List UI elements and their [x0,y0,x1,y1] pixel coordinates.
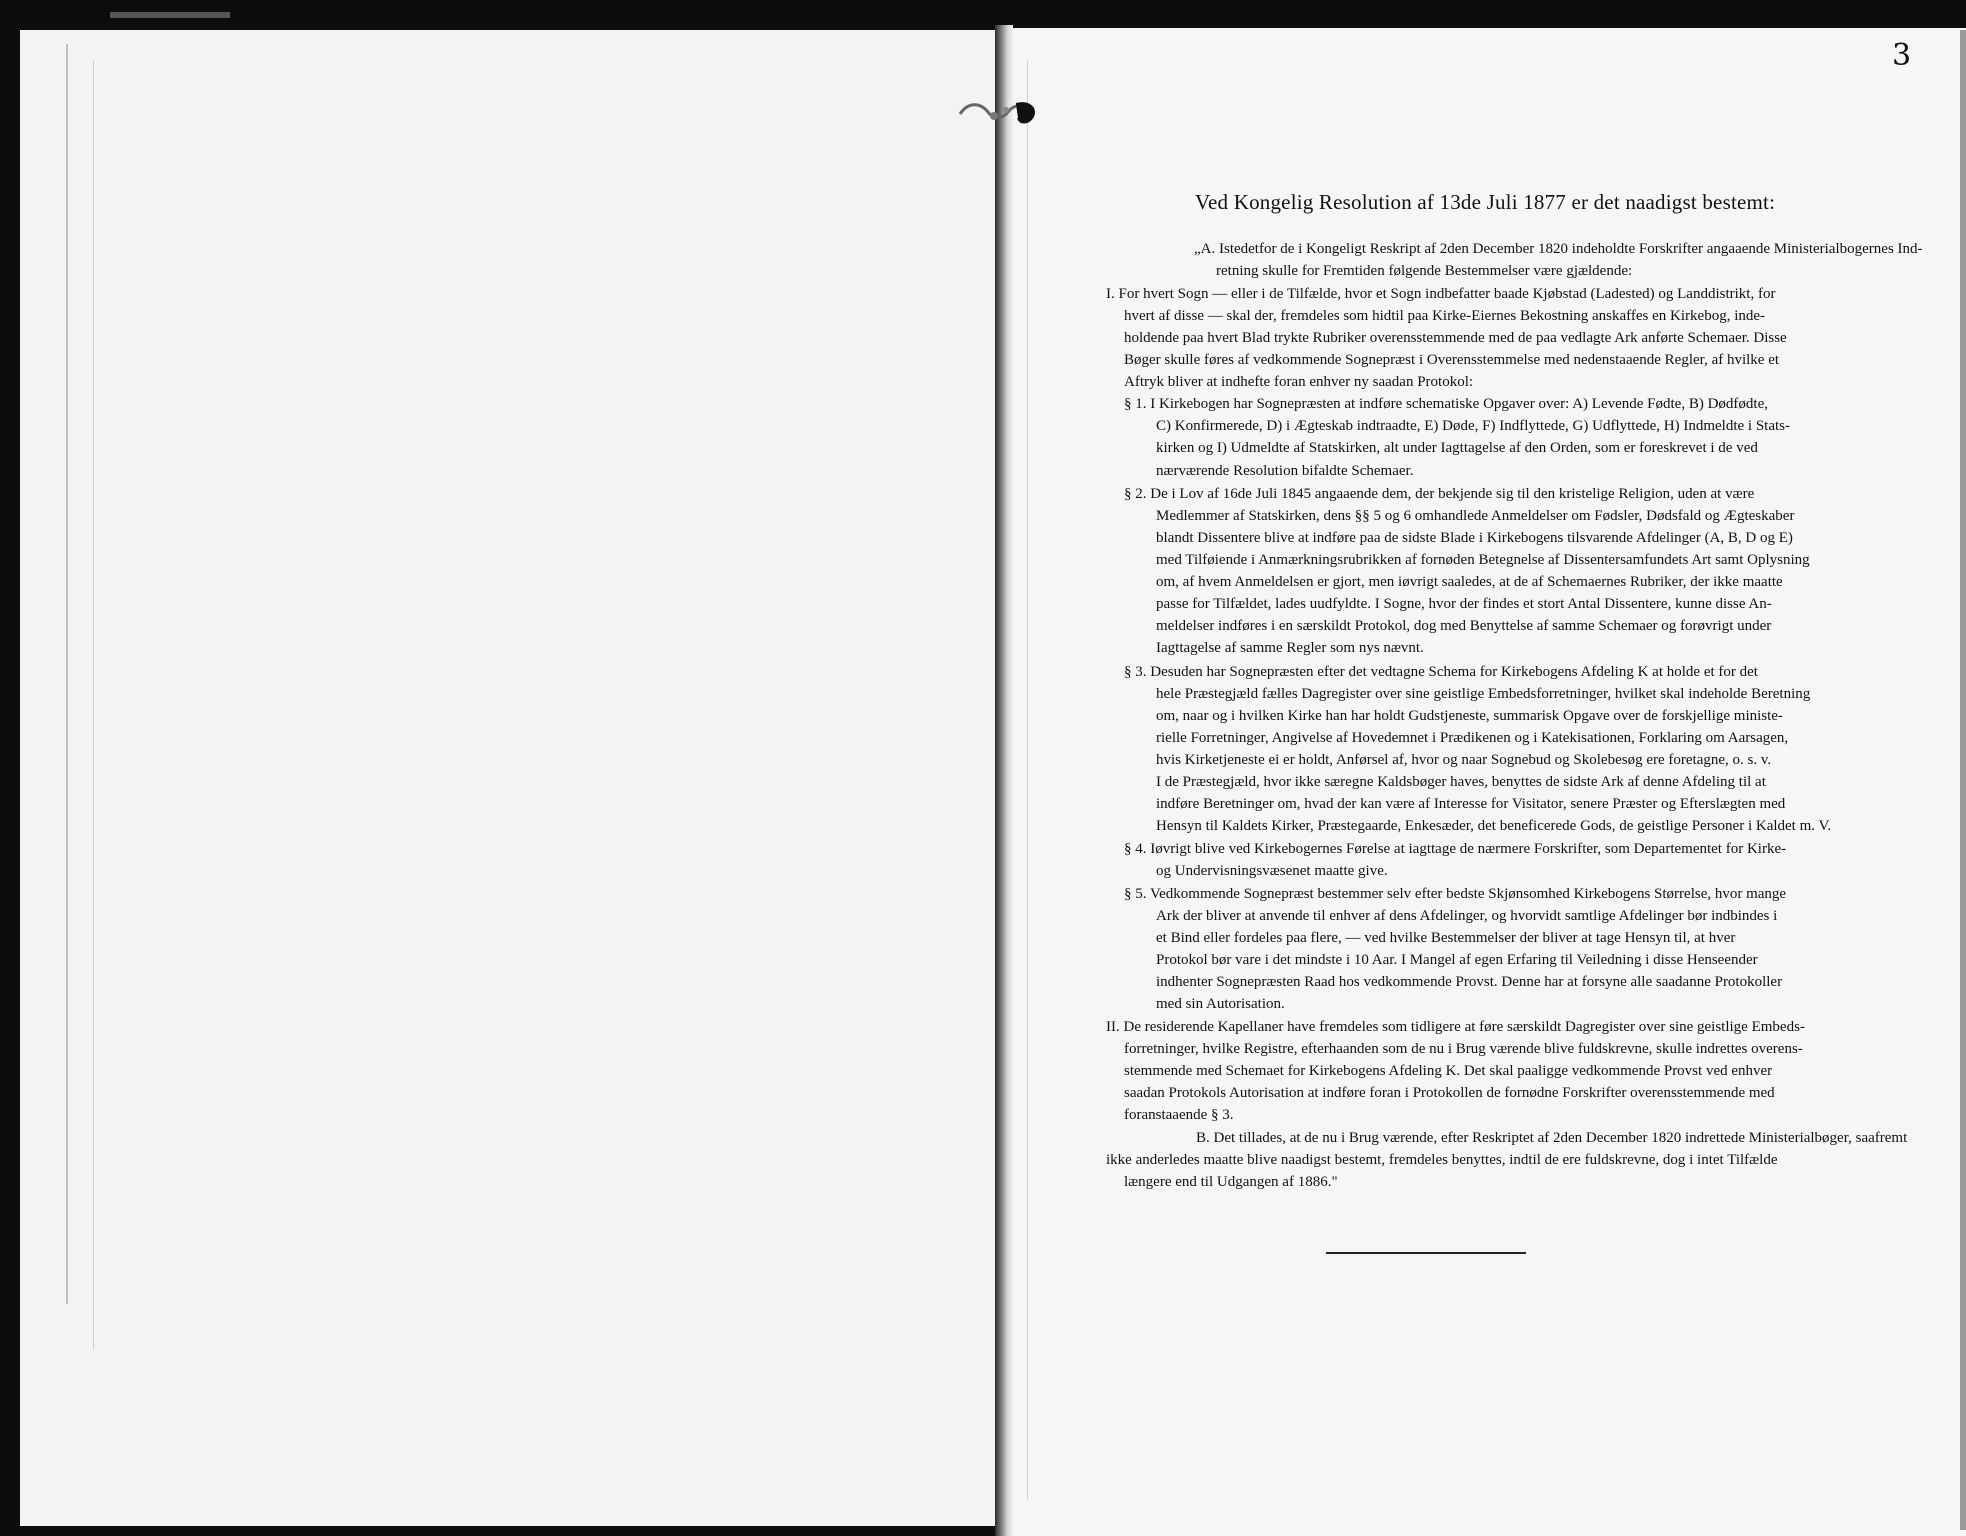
text-line: C) Konfirmerede, D) i Ægteskab indtraadte, E) Døde, F) Indflyttede, G) Udflyttede, H) Indmeldte i Stats- [1156,418,1790,434]
text-line: blandt Dissentere blive at indføre paa de sidste Blade i Kirkebogens tilsvarende Afdelinger (A, B, D og E) [1156,530,1793,546]
text-line: II. De residerende Kapellaner have fremdeles som tidligere at føre særskildt Dagregister over sine geistlige Embeds- [1106,1019,1805,1035]
right-page-edge [1960,30,1966,1530]
text-line: indhenter Sognepræsten Raad hos vedkommende Provst. Denne har at forsyne alle saadanne Protokoller [1156,974,1783,990]
text-line: Hensyn til Kaldets Kirker, Præstegaarde, Enkesæder, det beneficerede Gods, de geistlige Personer i Kaldet m. V. [1156,818,1832,834]
text-line: med sin Autorisation. [1156,996,1285,1012]
ornament-icon [958,98,1038,128]
text-line: Bøger skulle føres af vedkommende Sognepræst i Overensstemmelse med nedenstaaende Regler, af hvilke et [1124,352,1780,368]
text-line: passe for Tilfældet, lades uudfyldte. I Sogne, hvor der findes et stort Antal Dissentere, kunne disse An- [1156,596,1772,612]
left-page-edge [66,44,68,1304]
text-line: ikke anderledes maatte blive naadigst bestemt, fremdeles benyttes, indtil de ere fuldskrevne, dog i intet Tilfælde [1106,1152,1778,1168]
text-line: foranstaaende § 3. [1124,1107,1234,1123]
text-line: et Bind eller fordeles paa flere, — ved hvilke Bestemmelser der bliver at tage Hensyn til, at hver [1156,930,1736,946]
text-line: hvis Kirketjeneste ei er holdt, Anførsel af, hvor og naar Sognebud og Skolebesøg ere foretagne, o. s. v. [1156,752,1772,768]
text-line: § 1. I Kirkebogen har Sognepræsten at indføre schematiske Opgaver over: A) Levende Fødte, B) Dødfødte, [1124,396,1768,412]
text-line: nærværende Resolution bifaldte Schemaer. [1156,463,1414,479]
text-line: I. For hvert Sogn — eller i de Tilfælde, hvor et Sogn indbefatter baade Kjøbstad (Ladested) og Landdistrikt, for [1106,286,1776,302]
text-line: Protokol bør vare i det mindste i 10 Aar. I Mangel af egen Erfaring til Veiledning i disse Henseender [1156,952,1758,968]
text-line: om, af hvem Anmeldelsen er gjort, men iøvrigt saaledes, at de af Schemaernes Rubriker, der ikke maatte [1156,574,1783,590]
top-edge-mark [110,12,230,18]
left-page-margin-line [93,60,94,1350]
left-blank-page [20,30,1005,1526]
right-page-margin-line [1027,60,1028,1500]
book-gutter [995,25,1013,1536]
text-line: om, naar og i hvilken Kirke han har holdt Gudstjeneste, summarisk Opgave over de forskjellige ministe- [1156,708,1783,724]
closing-rule [1326,1252,1526,1254]
text-line: længere end til Udgangen af 1886." [1124,1174,1338,1190]
text-line: saadan Protokols Autorisation at indføre foran i Protokollen de fornødne Forskrifter overensstemmende med [1124,1085,1775,1101]
text-line: rielle Forretninger, Angivelse af Hovedemnet i Prædikenen og i Katekisationen, Forklaring om Aarsagen, [1156,730,1789,746]
page-title: Ved Kongelig Resolution af 13de Juli 1877 er det naadigst bestemt: [1195,190,1776,214]
page-number: 3 [1892,38,1912,73]
text-line: „A. Istedetfor de i Kongeligt Reskript af 2den December 1820 indeholdte Forskrifter angaaende Ministerialbogernes Ind- [1194,241,1923,257]
text-line: Aftryk bliver at indhefte foran enhver ny saadan Protokol: [1124,374,1474,390]
text-line: Medlemmer af Statskirken, dens §§ 5 og 6 omhandlede Anmeldelser om Fødsler, Dødsfald og Ægteskaber [1156,508,1795,524]
text-line: hele Præstegjæld fælles Dagregister over sine geistlige Embedsforretninger, hvilket skal indeholde Beretning [1156,686,1811,702]
text-line: med Tilføiende i Anmærkningsrubrikken af fornøden Betegnelse af Dissentersamfundets Art samt Oplysning [1156,552,1810,568]
text-line: indføre Beretninger om, hvad der kan være af Interesse for Visitator, senere Præster og Efterslægten med [1156,796,1786,812]
text-line: § 5. Vedkommende Sognepræst bestemmer selv efter bedste Skjønsomhed Kirkebogens Størrelse, hvor mange [1124,886,1787,902]
text-line: holdende paa hvert Blad trykte Rubriker overensstemmende med de paa vedlagte Ark anførte Schemaer. Disse [1124,330,1787,346]
text-line: § 4. Iøvrigt blive ved Kirkebogernes Førelse at iagttage de nærmere Forskrifter, som Departementet for Kirke- [1124,841,1787,857]
text-line: og Undervisningsvæsenet maatte give. [1156,863,1388,879]
text-line: Iagttagelse af samme Regler som nys nævnt. [1156,640,1424,656]
text-line: Ark der bliver at anvende til enhver af dens Afdelinger, og hvorvidt samtlige Afdelinger bør indbindes i [1156,908,1778,924]
text-line: § 2. De i Lov af 16de Juli 1845 angaaende dem, der bekjende sig til den kristelige Religion, uden at være [1124,486,1755,502]
text-line: B. Det tillades, at de nu i Brug værende, efter Reskriptet af 2den December 1820 indrettede Ministerialbøger, saafremt [1196,1130,1908,1146]
text-line: I de Præstegjæld, hvor ikke særegne Kaldsbøger haves, benyttes de sidste Ark af denne Afdeling til at [1156,774,1766,790]
text-line: retning skulle for Fremtiden følgende Bestemmelser være gjældende: [1216,263,1633,279]
text-line: hvert af disse — skal der, fremdeles som hidtil paa Kirke-Eiernes Bekostning anskaffes en Kirkebog, inde- [1124,308,1766,324]
text-line: forretninger, hvilke Registre, efterhaanden som de nu i Brug værende blive fuldskrevne, skulle indrettes overens- [1124,1041,1803,1057]
text-line: § 3. Desuden har Sognepræsten efter det vedtagne Schema for Kirkebogens Afdeling K at holde et for det [1124,664,1758,680]
text-line: stemmende med Schemaet for Kirkebogens Afdeling K. Det skal paaligge vedkommende Provst ved enhver [1124,1063,1773,1079]
text-line: meldelser indføres i en særskildt Protokol, dog med Benyttelse af samme Schemaer og forøvrigt under [1156,618,1772,634]
text-line: kirken og I) Udmeldte af Statskirken, alt under Iagttagelse af den Orden, som er foreskrevet i de ved [1156,440,1758,456]
